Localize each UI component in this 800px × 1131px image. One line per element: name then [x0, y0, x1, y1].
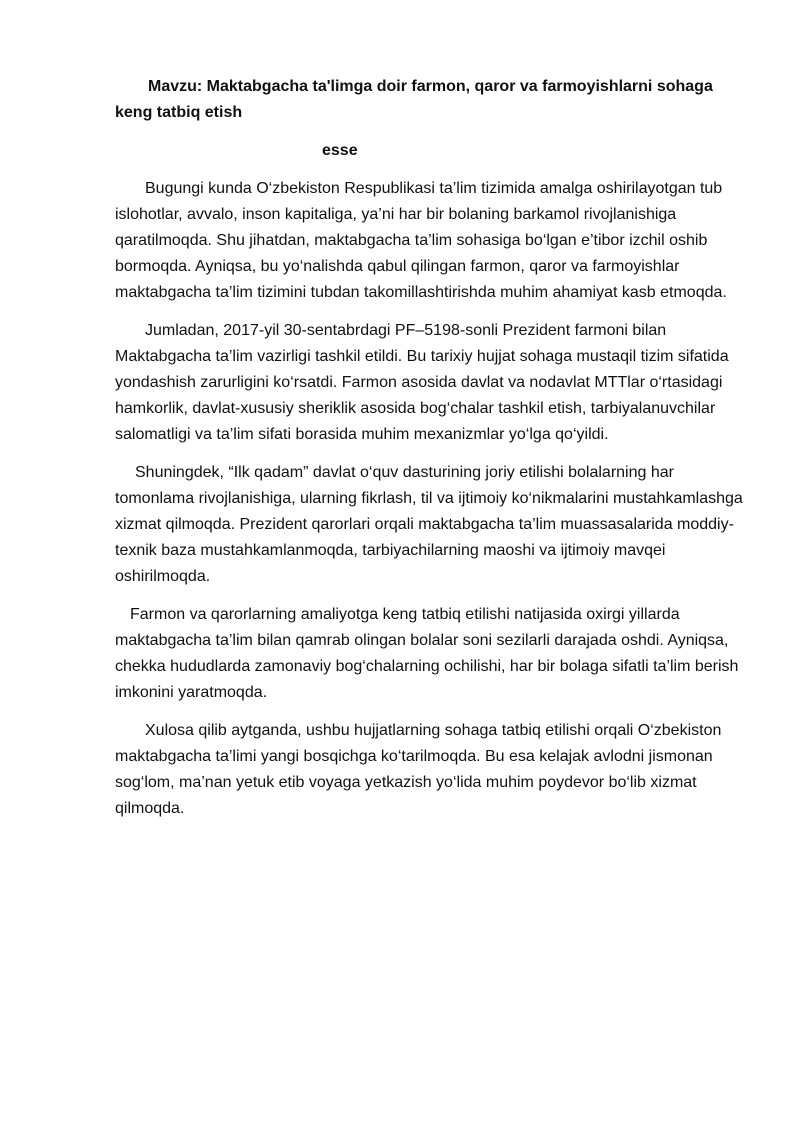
essay-genre-label: esse	[322, 142, 358, 159]
paragraph-introduction: Bugungi kunda O‘zbekiston Respublikasi ta’lim tizimida amalga oshirilayotgan tub islohotlar, avvalo, inson kapitaliga, ya’ni har bir bolaning barkamol rivojlanishiga qaratilmoqda. Shu jihatdan, maktabgacha ta’lim sohasiga bo‘lgan e’tibor izchil oshib bormoqda. Ayniqsa, bu yo‘nalishda qabul qilingan farmon, qaror va farmoyishlar maktabgacha ta’lim tizimini tubdan takomillashtirishda muhim ahamiyat kasb etmoqda.	[115, 180, 727, 301]
document-body	[115, 74, 745, 822]
paragraph-decree: Jumladan, 2017-yil 30-sentabrdagi PF–5198-sonli Prezident farmoni bilan Maktabgacha ta’lim vazirligi tashkil etildi. Bu tarixiy hujjat sohaga mustaqil tizim sifatida yondashish zarurligini ko‘rsatdi. Farmon asosida davlat va nodavlat MTTlar o‘rtasidagi hamkorlik, davlat-xususiy sheriklik asosida bog‘chalar tashkil etish, tarbiyalanuvchilar salomatligi va ta’lim sifati borasida muhim mexanizmlar yo‘lga qo‘yildi.	[115, 322, 729, 443]
essay-title: Mavzu: Maktabgacha ta'limga doir farmon, qaror va farmoyishlarni sohaga keng tatbiq etish	[115, 78, 713, 121]
paragraph-conclusion: Xulosa qilib aytganda, ushbu hujjatlarning sohaga tatbiq etilishi orqali O‘zbekiston maktabgacha ta’limi yangi bosqichga ko‘tarilmoqda. Bu esa kelajak avlodni jismonan sog‘lom, ma’nan yetuk etib voyaga yetkazish yo‘lida muhim poydevor bo‘lib xizmat qilmoqda.	[115, 722, 722, 817]
paragraph-program: Shuningdek, “Ilk qadam” davlat o‘quv dasturining joriy etilishi bolalarning har tomonlama rivojlanishiga, ularning fikrlash, til va ijtimoiy ko‘nikmalarini mustahkamlashga xizmat qilmoqda. Prezident qarorlari orqali maktabgacha ta’lim muassasalarida moddiy-texnik baza mustahkamlanmoqda, tarbiyachilarning maoshi va ijtimoiy mavqei oshirilmoqda.	[115, 464, 743, 585]
paragraph-results: Farmon va qarorlarning amaliyotga keng tatbiq etilishi natijasida oxirgi yillarda maktabgacha ta’lim bilan qamrab olingan bolalar soni sezilarli darajada oshdi. Ayniqsa, chekka hududlarda zamonaviy bog‘chalarning ochilishi, har bir bolaga sifatli ta’lim berish imkonini yaratmoqda.	[115, 606, 739, 701]
